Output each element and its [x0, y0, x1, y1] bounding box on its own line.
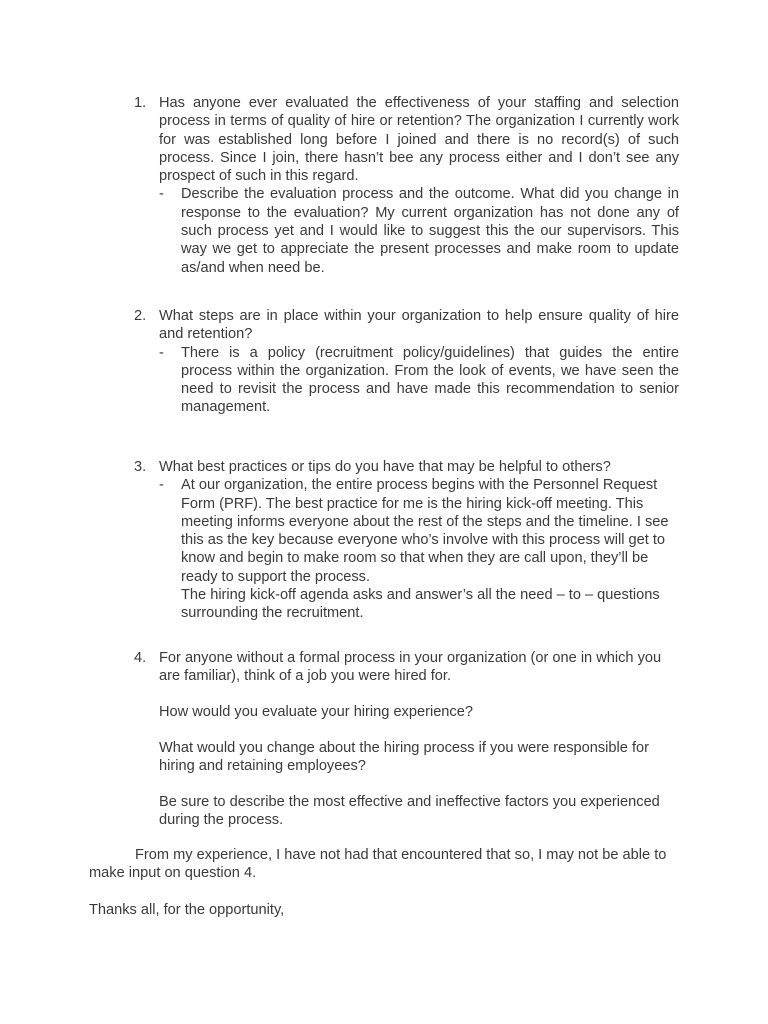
question-2 — [134, 307, 679, 417]
bullet-dash: - — [159, 477, 164, 494]
answer-text-continued: The hiring kick-off agenda asks and answer’s all the need – to – questions surrounding the recruitment. — [181, 587, 660, 622]
question-3 — [134, 458, 679, 623]
closing-thanks: Thanks all, for the opportunity, — [89, 902, 285, 918]
question-text: Has anyone ever evaluated the effectiveness of your staffing and selection process in terms of quality of hire or retention? The organization I currently work for was established long before I joined and there is no record(s) of such process. Since I join, there hasn’t bee any process either and I don’t see any prospect of such in this regard. — [159, 95, 679, 185]
question-number: 3. — [134, 459, 147, 475]
answer-text: There is a policy (recruitment policy/guidelines) that guides the entire process within the organization. From the look of events, we have seen the need to revisit the process and have made this recommendation to senior management. — [181, 344, 679, 416]
bullet-dash: - — [159, 186, 164, 203]
question-text: What best practices or tips do you have that may be helpful to others? — [159, 459, 611, 475]
answer-text: At our organization, the entire process begins with the Personnel Request Form (PRF). The best practice for me is the hiring kick-off meeting. This meeting informs everyone about the rest of the steps and the timeline. I see this as the key because everyone who’s involve with this process will get to know and begin to make room so that when they are call upon, they’ll be ready to support the process. — [181, 477, 669, 585]
question-number: 2. — [134, 308, 147, 324]
question-text: What steps are in place within your organization to help ensure quality of hire and retention? — [159, 308, 679, 343]
question-text: For anyone without a formal process in your organization (or one in which you are familiar), think of a job you were hired for. — [159, 650, 662, 685]
closing-experience: From my experience, I have not had that encountered that so, I may not be able to make input on question 4. — [89, 847, 667, 882]
question-1 — [134, 94, 679, 277]
bullet-dash: - — [159, 344, 164, 361]
question-number: 4. — [134, 650, 147, 666]
question-4 — [134, 649, 679, 686]
answer-text: Describe the evaluation process and the outcome. What did you change in response to the evaluation? My current organization has not done any of such process yet and I would like to suggest this the our supervisors. This way we get to appreciate the present processes and make room to update as/and when need be. — [181, 186, 679, 276]
q4-paragraph: Be sure to describe the most effective and ineffective factors you experienced during the process. — [159, 794, 660, 829]
q4-paragraph: What would you change about the hiring process if you were responsible for hiring and retaining employees? — [159, 740, 649, 775]
q4-paragraph: How would you evaluate your hiring experience? — [159, 704, 473, 720]
question-number: 1. — [134, 95, 147, 111]
